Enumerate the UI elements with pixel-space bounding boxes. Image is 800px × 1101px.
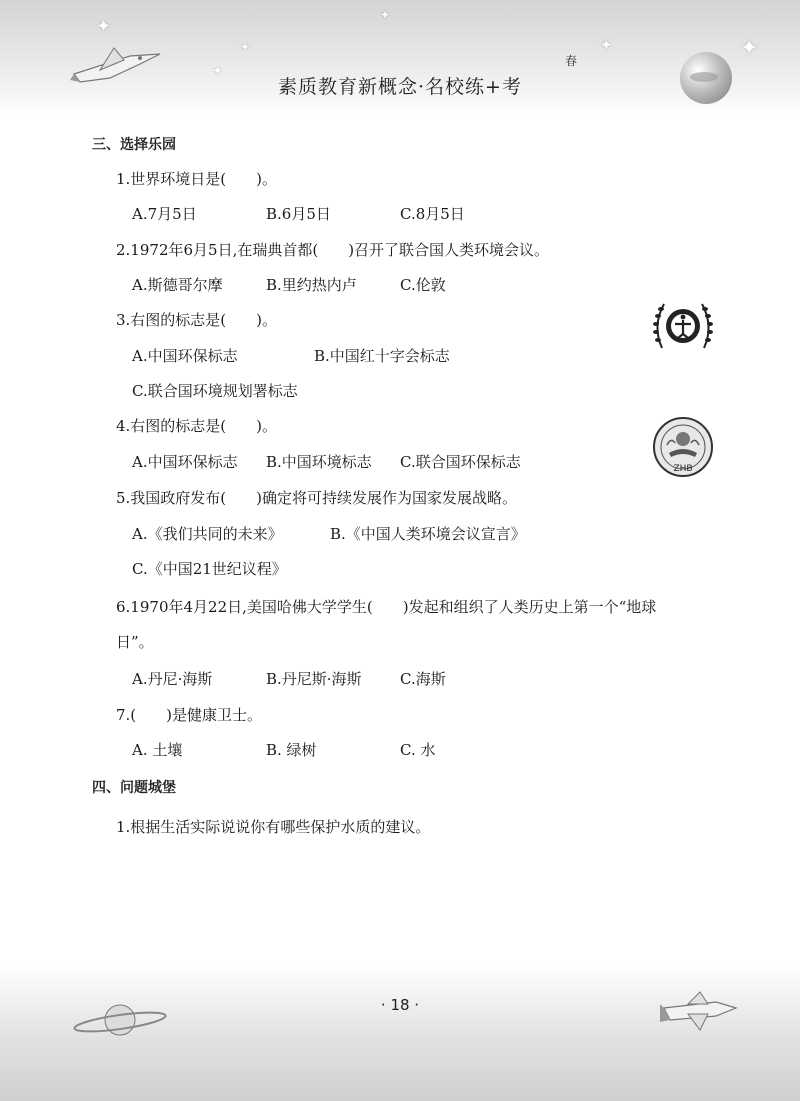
- option-a: A.《我们共同的未来》: [132, 525, 283, 543]
- star-icon: ✦: [600, 36, 613, 54]
- question-1: 1.世界环境日是( )。: [116, 170, 278, 188]
- star-icon: ✦: [380, 8, 391, 22]
- option-b: B.丹尼斯·海斯: [266, 670, 362, 688]
- season-label: 春: [565, 54, 578, 68]
- china-environmental-protection-logo-icon: [651, 415, 715, 479]
- section-title: 三、选择乐园: [92, 137, 176, 153]
- question-5: 5.我国政府发布( )确定将可持续发展作为国家发展战略。: [116, 489, 518, 507]
- zhb-logo-text: ZHB: [673, 464, 693, 474]
- option-c: C.伦敦: [400, 276, 446, 294]
- question-7: 7.( )是健康卫士。: [116, 706, 263, 724]
- question-6-continued: 日”。: [116, 633, 154, 651]
- option-c: C.《中国21世纪议程》: [132, 560, 287, 578]
- page-number: · 18 ·: [380, 996, 420, 1014]
- section-title: 四、问题城堡: [92, 780, 176, 796]
- option-a: A.斯德哥尔摩: [132, 276, 223, 294]
- star-icon: ✦: [96, 16, 112, 37]
- option-a: A.7月5日: [132, 205, 197, 223]
- option-a: A.中国环保标志: [132, 347, 238, 365]
- question-6: 6.1970年4月22日,美国哈佛大学学生( )发起和组织了人类历史上第一个“地球: [116, 598, 657, 616]
- option-c: C.联合国环境规划署标志: [132, 382, 298, 400]
- option-b: B.6月5日: [266, 205, 331, 223]
- option-b: B.《中国人类环境会议宣言》: [330, 525, 526, 543]
- option-a: A.中国环保标志: [132, 453, 238, 471]
- option-b: B.里约热内卢: [266, 276, 357, 294]
- option-b: B.中国红十字会标志: [314, 347, 450, 365]
- question-4: 4.右图的标志是( )。: [116, 417, 278, 435]
- option-b: B. 绿树: [266, 741, 317, 759]
- star-icon: ✦: [740, 36, 759, 61]
- star-icon: ✦: [212, 64, 223, 79]
- option-c: C. 水: [400, 741, 436, 759]
- option-a: A.丹尼·海斯: [132, 670, 213, 688]
- question-2: 2.1972年6月5日,在瑞典首都( )召开了联合国人类环境会议。: [116, 241, 550, 259]
- question-8: 1.根据生活实际说说你有哪些保护水质的建议。: [116, 818, 431, 836]
- unep-logo-icon: [650, 296, 716, 356]
- option-c: C.8月5日: [400, 205, 465, 223]
- option-c: C.联合国环保标志: [400, 453, 521, 471]
- question-3: 3.右图的标志是( )。: [116, 311, 278, 329]
- option-b: B.中国环境标志: [266, 453, 372, 471]
- option-a: A. 土壤: [132, 741, 183, 759]
- star-icon: ✦: [240, 40, 251, 54]
- page-header-title: 素质教育新概念·名校练+考: [278, 76, 522, 98]
- option-c: C.海斯: [400, 670, 446, 688]
